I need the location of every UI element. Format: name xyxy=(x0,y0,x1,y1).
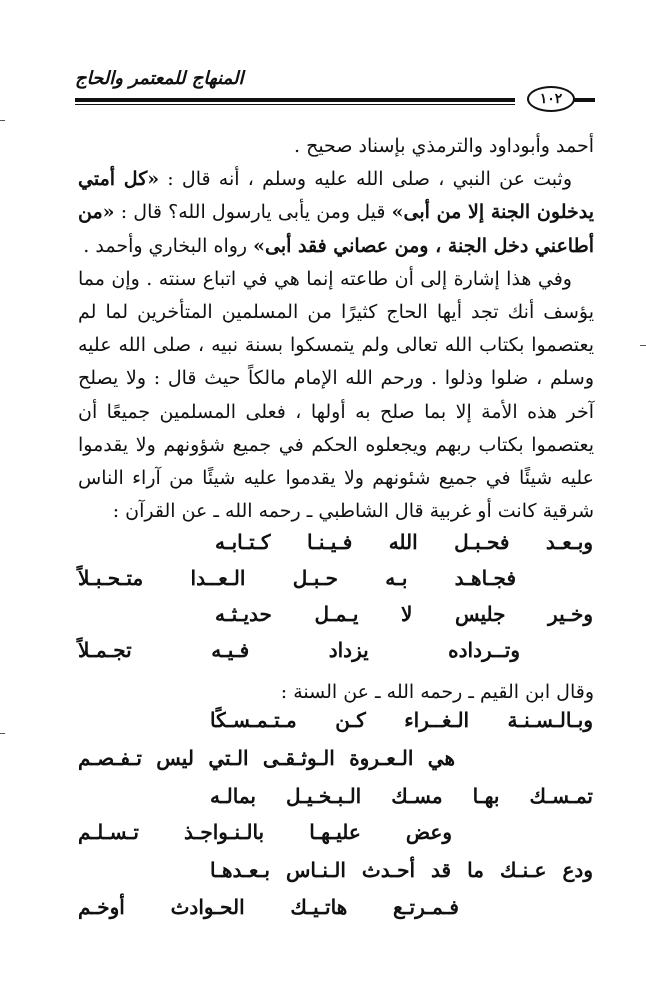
text-run: قيل ومن يأبى يارسول الله؟ قال : xyxy=(114,201,392,224)
verse-word: فـيـنـا xyxy=(306,530,353,554)
verse-word: الـعـروة xyxy=(349,746,414,770)
page-number: ١٠٢ xyxy=(527,86,575,112)
verse-word: عليـهـا xyxy=(309,820,361,844)
paragraph xyxy=(78,163,594,263)
text-run: وثبت عن النبي ، صلى الله عليه وسلم ، أنه قال : xyxy=(159,168,572,191)
verse-word: عـنـك xyxy=(499,858,547,882)
header-rule-thin xyxy=(75,104,515,105)
verse-word: بـعـدهـا xyxy=(210,858,270,882)
verse-line xyxy=(210,858,593,882)
verse-word: مـتـمـسـكًا xyxy=(210,708,297,732)
verse-word: أحـدث xyxy=(361,858,416,882)
verse-word: يزداد xyxy=(328,638,369,662)
verse-word: الـغــراء xyxy=(404,708,470,732)
verse-word: هي xyxy=(427,746,455,770)
text-run: رواه البخاري وأحمد . xyxy=(83,234,254,257)
hadith-quote: «كل أمتي يدخلون الجنة إلا من أبى» xyxy=(78,168,594,224)
verse-word: وبـعـد xyxy=(545,530,593,554)
verse-word: وتــرداده xyxy=(448,638,520,662)
verse-word: الـوثـقـى xyxy=(262,746,335,770)
verse-line xyxy=(215,530,593,554)
verse-word: فجـاهـد xyxy=(454,566,516,590)
paragraph xyxy=(78,130,594,163)
verse-line xyxy=(78,566,516,590)
verse-word: بالـنـواجـذ xyxy=(184,820,265,844)
scan-edge-mark xyxy=(640,345,646,346)
verse-word: ليس xyxy=(156,746,194,770)
verse-word: ودع xyxy=(562,858,593,882)
header-rule-tail xyxy=(573,98,595,102)
scan-edge-mark xyxy=(0,120,5,121)
paragraph xyxy=(78,263,594,529)
verse-word: الـنـاس xyxy=(285,858,346,882)
verse-line xyxy=(78,746,455,770)
verse-word: ما xyxy=(467,858,484,882)
verse-line xyxy=(215,602,593,626)
verse-word: فـيـه xyxy=(211,638,250,662)
verse-word: بهـا xyxy=(472,784,500,808)
verse-word: أوخـم xyxy=(78,895,125,919)
verse-word: وعض xyxy=(405,820,452,844)
verse-word: الـتي xyxy=(208,746,249,770)
verse-word: لا xyxy=(401,602,413,626)
verse-line xyxy=(210,708,593,732)
verse-word: كـتـابـه xyxy=(215,530,271,554)
verse-word: فحـبـل xyxy=(454,530,510,554)
verse-word: تـسـلـم xyxy=(78,820,139,844)
verse-word: الـعــدا xyxy=(190,566,246,590)
verse-line xyxy=(210,784,593,808)
sunnah-intro: وقال ابن القيم ـ رحمه الله ـ عن السنة : xyxy=(280,681,594,703)
verse-word: بـه xyxy=(385,566,408,590)
hadith-quote: «من أطاعني دخل الجنة ، ومن عصاني فقد أبى» xyxy=(78,201,594,257)
verse-line xyxy=(78,895,459,919)
verse-word: الحـوادث xyxy=(170,895,245,919)
verse-word: يـمـل xyxy=(314,602,359,626)
verse-word: قد xyxy=(431,858,452,882)
text-run: وفي هذا إشارة إلى أن طاعته إنما هي في اتباع سنته . وإن مما يؤسف أنك تجد أيها الحاج كثيرًا من المسلمين المتأخرين لما لم يعتصموا بكتاب الله تعالى ولم يتمسكوا بسنة نبيه ، صلى الله عليه وسلم ، ضلوا وذلوا . ورحم الله الإمام مالكاً حيث قال : ولا يصلح آخر هذه الأمة إلا بما صلح به أولها ، فعلى المسلمين جميعًا أن يعتصموا بكتاب ربهم ويجعلوه الحكم في جميع شؤونهم ولا يقدموا عليه شيئًا في جميع شئونهم ولا يقدموا عليه شيئًا من آراء الناس شرقية كانت أو غربية قال الشاطبي ـ رحمه الله ـ عن القرآن : xyxy=(78,267,594,523)
verse-line xyxy=(78,820,452,844)
verse-line xyxy=(78,638,520,662)
header-rule xyxy=(75,98,515,102)
verse-word: تجـمـلاً xyxy=(78,638,132,662)
verse-word: الله xyxy=(388,530,418,554)
verse-word: مسـك xyxy=(391,784,443,808)
verse-word: تـفـصـم xyxy=(78,746,142,770)
scan-edge-mark xyxy=(0,733,5,734)
verse-word: فـمـرتـع xyxy=(393,895,459,919)
prose-block xyxy=(78,130,594,528)
text-run: أحمد وأبوداود والترمذي بإسناد صحيح . xyxy=(293,135,594,157)
verse-word: بمالـه xyxy=(210,784,256,808)
page-header xyxy=(75,68,595,108)
verse-word: حـبـل xyxy=(292,566,338,590)
verse-word: الـبـخـيـل xyxy=(286,784,362,808)
verse-word: حديـثـه xyxy=(215,602,272,626)
verse-word: وخـير xyxy=(548,602,593,626)
verse-word: تمـسـك xyxy=(529,784,593,808)
verse-word: جليس xyxy=(454,602,506,626)
verse-word: متـحـبـلاً xyxy=(78,566,144,590)
verse-word: كـن xyxy=(335,708,366,732)
verse-word: هاتـيـك xyxy=(290,895,348,919)
running-title: المنهاج للمعتمر والحاج xyxy=(75,68,244,89)
verse-word: وبـالـسـنـة xyxy=(507,708,593,732)
